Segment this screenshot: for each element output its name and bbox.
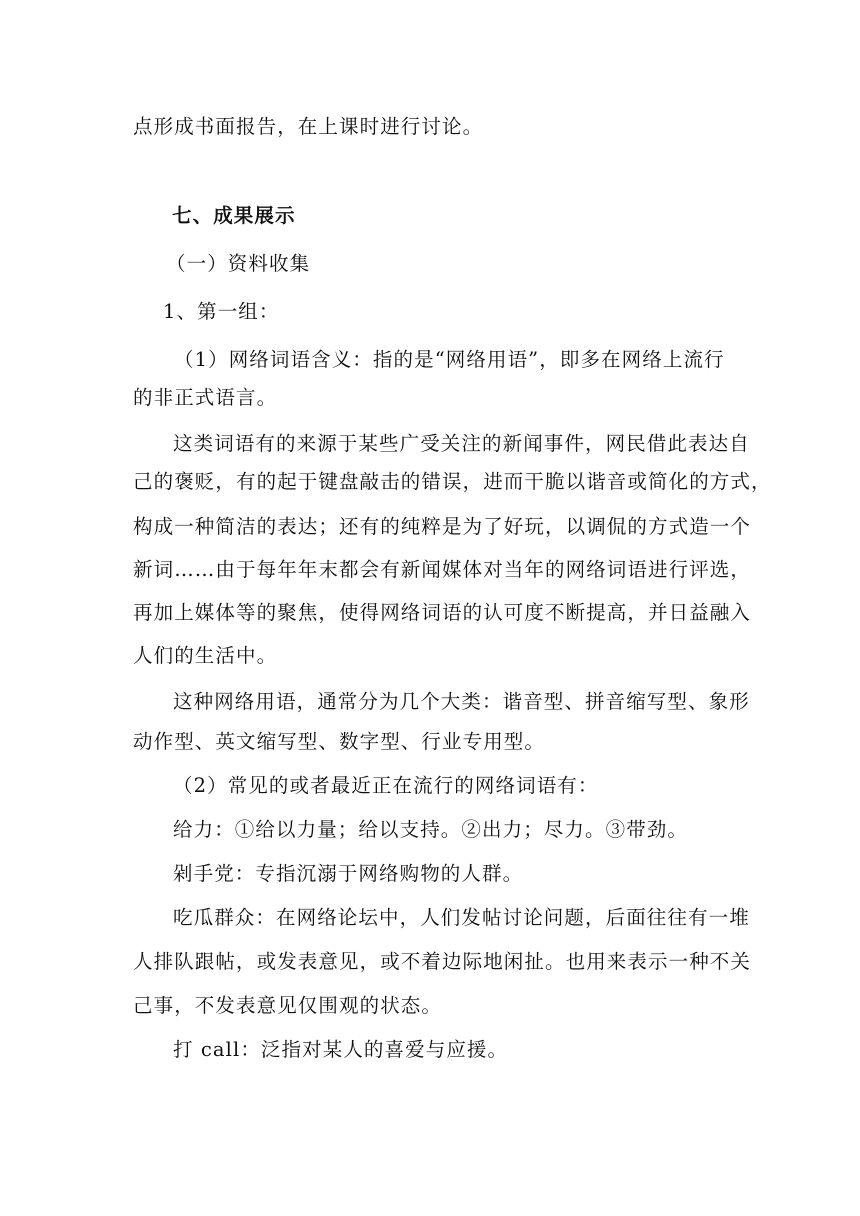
paragraph-line: 这种网络用语，通常分为几个大类：谐音型、拼音缩写型、象形 [173, 690, 750, 713]
paragraph-line: 新词……由于每年年末都会有新闻媒体对当年的网络词语进行评选， [133, 558, 752, 581]
paragraph-line: 给力：①给以力量；给以支持。②出力；尽力。③带劲。 [173, 818, 689, 841]
paragraph-line: 己的褒贬，有的起于键盘敲击的错误，进而干脆以谐音或简化的方式， [133, 470, 772, 493]
paragraph-line: 构成一种简洁的表达；还有的纯粹是为了好玩，以调侃的方式造一个 [133, 515, 752, 538]
paragraph-line: （2）常见的或者最近正在流行的网络词语有： [173, 774, 599, 797]
paragraph-line: 剁手党：专指沉溺于网络购物的人群。 [173, 862, 524, 885]
paragraph-line: 动作型、英文缩写型、数字型、行业专用型。 [133, 730, 546, 753]
paragraph-line: 吃瓜群众：在网络论坛中，人们发帖讨论问题，后面往往有一堆 [173, 906, 750, 929]
subsection-heading: （一）资料收集 [166, 252, 311, 275]
paragraph-line: 己事，不发表意见仅围观的状态。 [133, 994, 443, 1017]
section-heading: 七、成果展示 [172, 204, 296, 227]
paragraph-line: 点形成书面报告，在上课时进行讨论。 [133, 115, 484, 138]
paragraph-line: 的非正式语言。 [133, 386, 278, 409]
paragraph-line: 再加上媒体等的聚焦，使得网络词语的认可度不断提高，并日益融入 [133, 601, 752, 624]
paragraph-line: 人排队跟帖，或发表意见，或不着边际地闲扯。也用来表示一种不关 [133, 950, 752, 973]
group-heading: 1、第一组： [163, 300, 280, 323]
paragraph-line: 这类词语有的来源于某些广受关注的新闻事件，网民借此表达自 [173, 432, 750, 455]
paragraph-line: 打 call：泛指对某人的喜爱与应援。 [173, 1038, 509, 1061]
paragraph-line: 人们的生活中。 [133, 644, 278, 667]
paragraph-line: （1）网络词语含义：指的是“网络用语”，即多在网络上流行 [174, 348, 725, 371]
